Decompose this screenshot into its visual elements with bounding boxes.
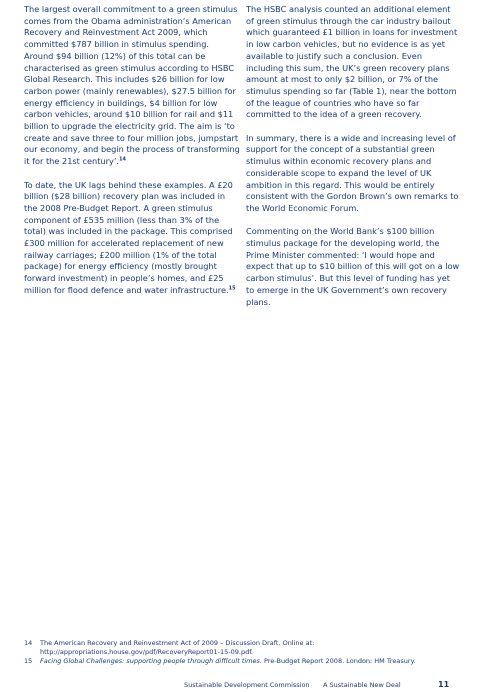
- footer-document-title: A Sustainable New Deal: [323, 681, 401, 689]
- paragraph: [24, 4, 240, 168]
- footnote-title: Facing Global Challenges: supporting people through difficult times.: [40, 657, 262, 666]
- footnote-ref[interactable]: 14: [119, 156, 126, 163]
- paragraph-text: To date, the UK lags behind these examples. A £20 billion ($28 billion) recovery plan was included in the 2008 Pre-Budget Report. A green stimulus component of £535 million (less than 3% of the total) was included in the package. This comprised £300 million for accelerated replacement of new railway carriages; £200 million (1% of the total package) for energy efficiency (mostly brought forward investment) in people’s homes, and £25 million for flood defence and water infrastructure.: [24, 179, 233, 295]
- footnote: [24, 657, 464, 666]
- paragraph: [24, 180, 240, 297]
- paragraph: In summary, there is a wide and increasing level of support for the concept of a substantial green stimulus within economic recovery plans and considerable scope to expand the level of UK ambition in this regard. This would be entirely consistent with the Gordon Brown’s own remarks to the World Economic Forum.: [246, 132, 459, 213]
- footnote-number: 15: [24, 657, 33, 666]
- right-text-column: [246, 4, 460, 320]
- footer-organisation: Sustainable Development Commission: [184, 681, 310, 689]
- footnotes: [24, 639, 464, 667]
- left-text-column: [24, 4, 240, 308]
- footnote-number: 14: [24, 639, 33, 647]
- paragraph: The HSBC analysis counted an additional element of green stimulus through the car industry bailout which guaranteed £1 billion in loans for investment in low carbon vehicles, but no evidence is as yet available to justify such a conclusion. Even including this sum, the UK’s green recovery plans amount at most to only $2 billion, or 7% of the stimulus spending so far (Table 1), near the bottom of the league of countries who have so far committed to the idea of a green recovery.: [246, 4, 458, 120]
- footnote-text: The American Recovery and Reinvestment Act of 2009 – Discussion Draft. Online at: http://appropriations.house.gov/pdf/RecoveryReport01-15-09.pdf.: [40, 639, 315, 657]
- paragraph-text: The largest overall commitment to a green stimulus comes from the Obama administration’s American Recovery and Reinvestment Act 2009, which committed $787 billion in stimulus spending. Around $94 billion (12%) of this total can be characterised as green stimulus according to HSBC Global Research. This includes $26 billion for low carbon power (mainly renewables), $27.5 billion for energy efficiency in buildings, $4 billion for low carbon vehicles, around $10 billion for rail and $11 billion to upgrade the electricity grid. The aim is ‘to create and save three to four million jobs, jumpstart our economy, and begin the process of transforming it for the 21st century’.: [24, 4, 240, 167]
- paragraph: Commenting on the World Bank’s $100 billion stimulus package for the developing world, the Prime Minister commented: ‘I would hope and expect that up to $10 billion of this will got on a low carbon stimulus’. But this level of funding has yet to emerge in the UK Government’s own recovery plans.: [246, 226, 460, 307]
- footnote-ref[interactable]: 15: [228, 285, 236, 292]
- footnote-source: Pre-Budget Report 2008. London: HM Treasury.: [261, 657, 416, 666]
- page-number: 11: [438, 680, 450, 689]
- footnote-text: [40, 657, 464, 666]
- footnote: [24, 639, 464, 657]
